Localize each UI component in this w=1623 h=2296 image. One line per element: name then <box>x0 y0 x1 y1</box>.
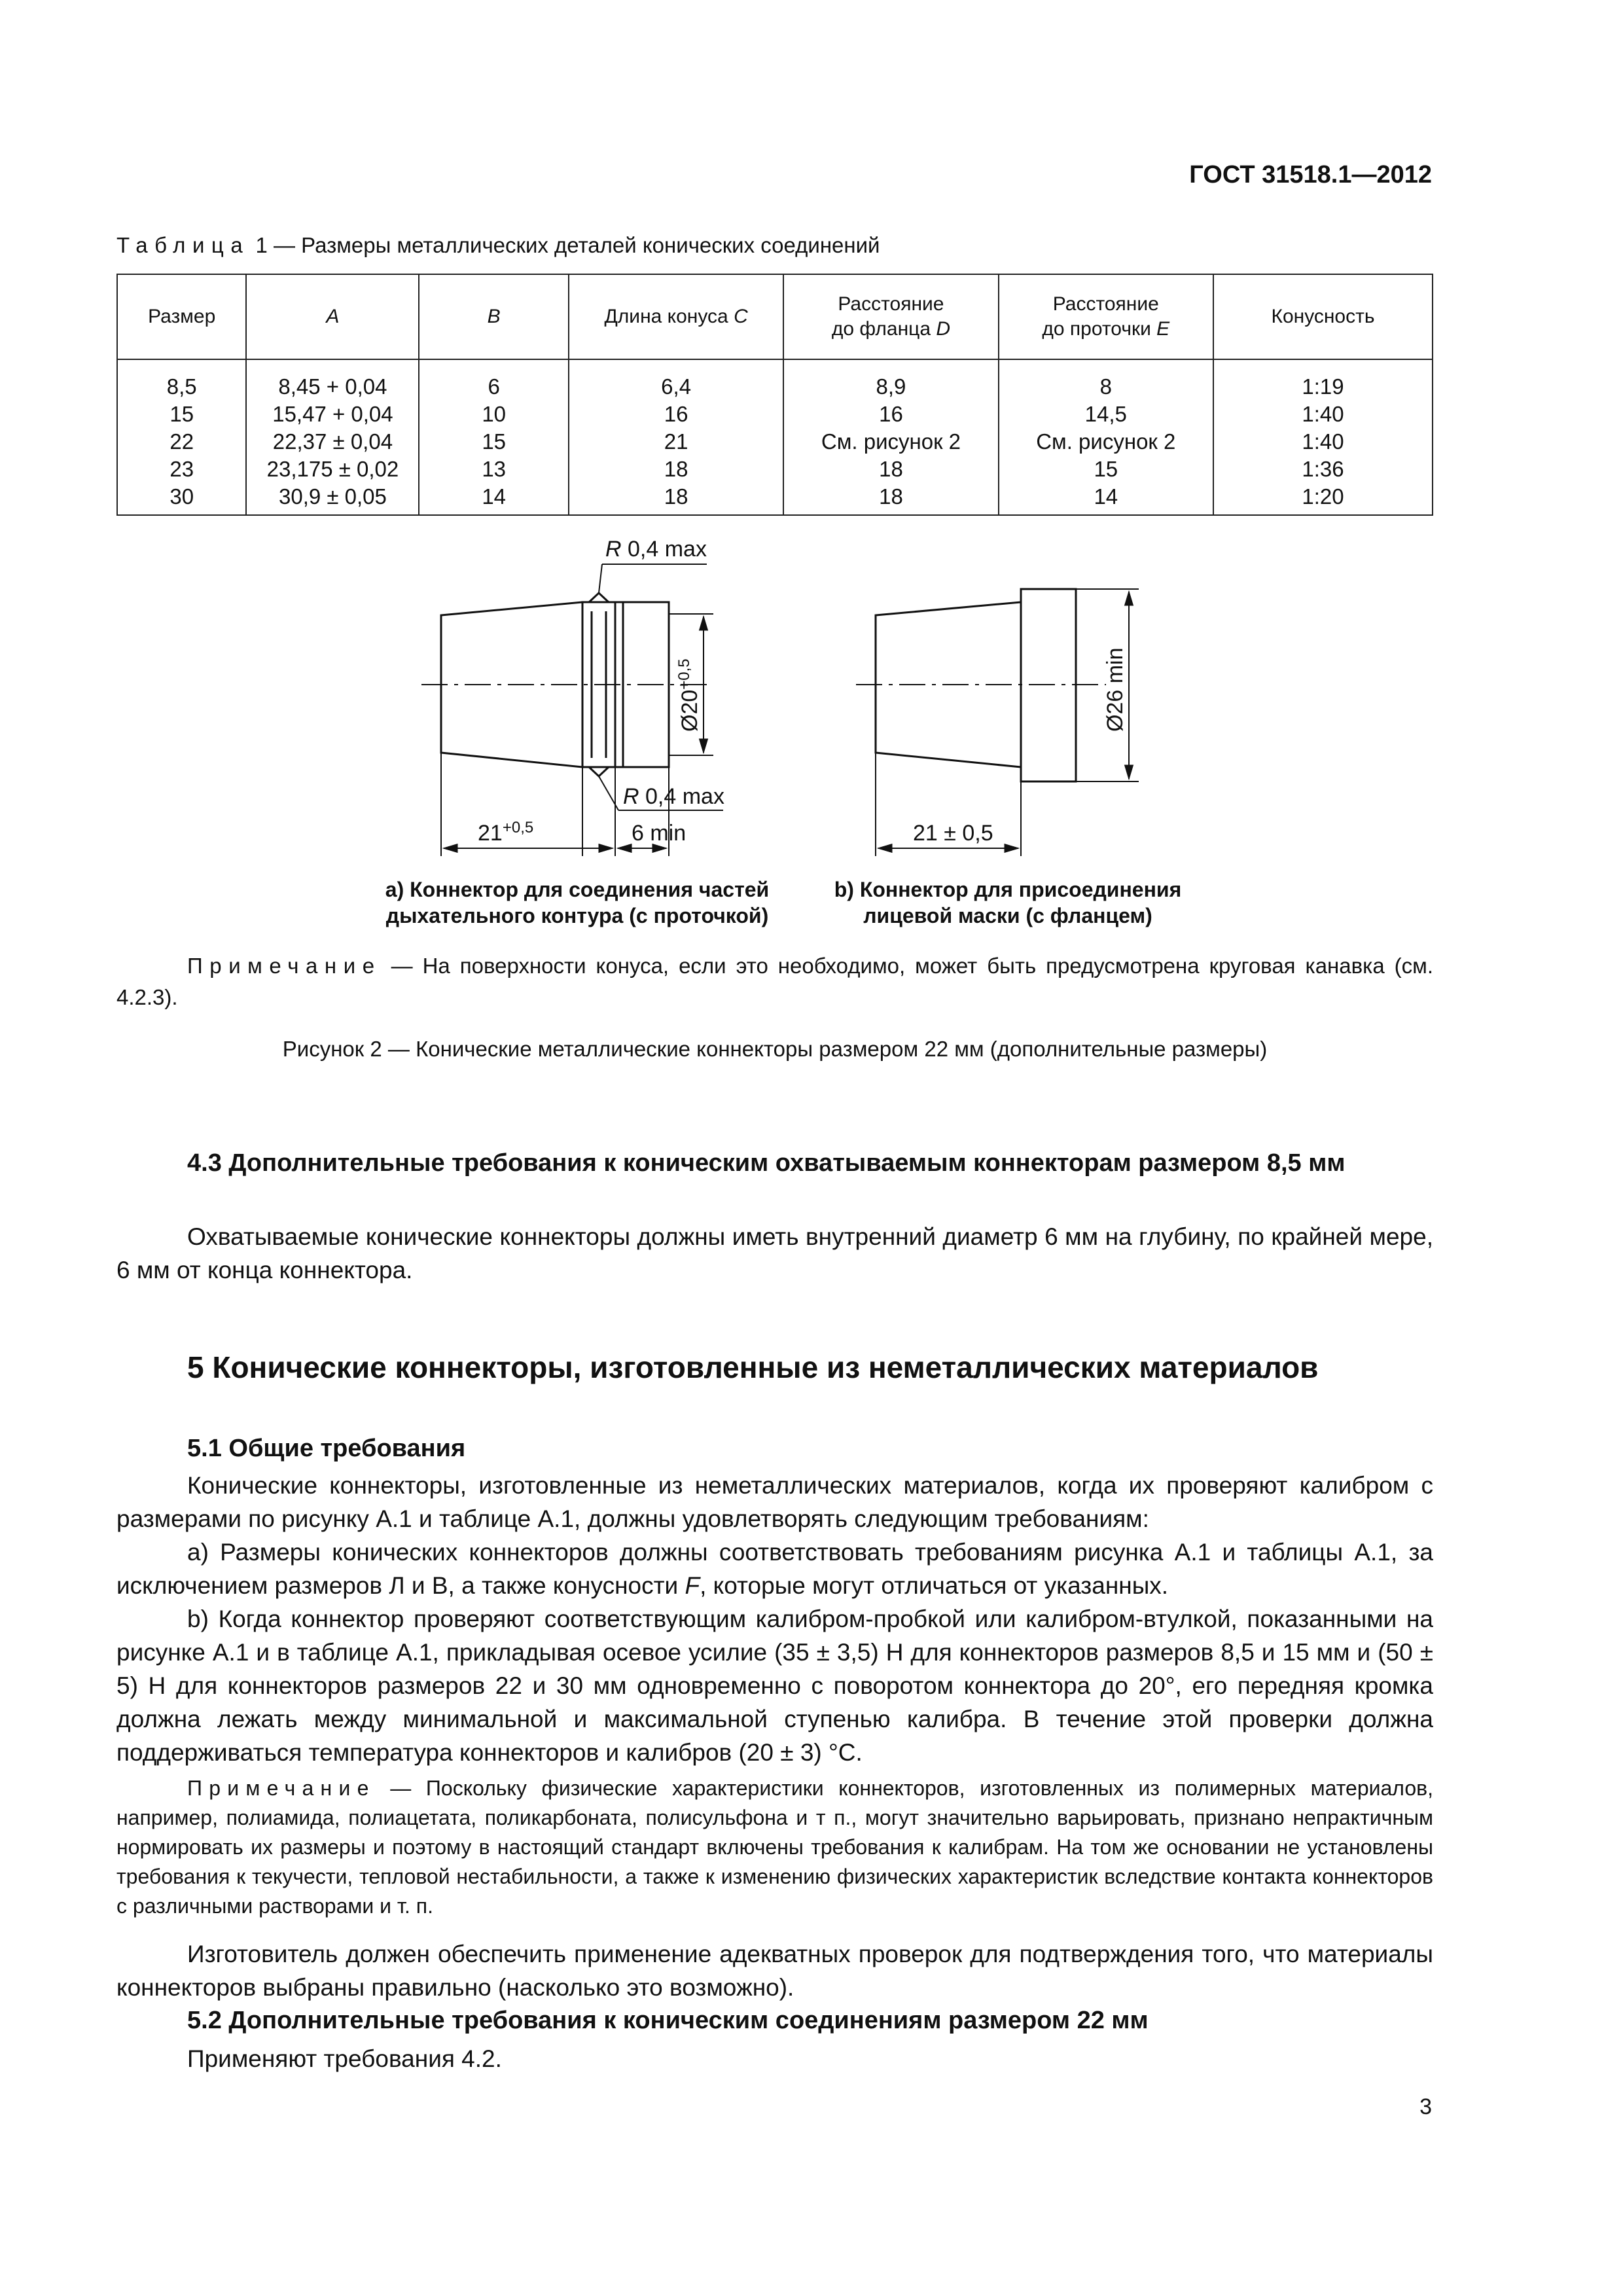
section-4-3-heading: 4.3 Дополнительные требования к коническим охватываемым коннекторам размером 8,5 мм <box>187 1149 1346 1177</box>
min-a-label: 6 min <box>632 821 687 846</box>
label-a-line2: дыхательного контура (с проточкой) <box>385 904 769 927</box>
section-4-3-text: Охватываемые конические коннекторы должны иметь внутренний диаметр 6 мм на глубину, по крайней мере, 6 мм от конца коннектора. <box>116 1223 1433 1283</box>
table-caption-text: 1 — Размеры металлических деталей конических соединений <box>249 233 880 257</box>
header-b: B <box>419 274 569 359</box>
length-b-label: 21 ± 0,5 <box>913 821 993 846</box>
col-e: 8 14,5 См. рисунок 2 15 14 <box>999 359 1213 515</box>
col-taper: 1:19 1:40 1:40 1:36 1:20 <box>1213 359 1433 515</box>
r-label-top: R 0,4 max <box>605 537 707 562</box>
header-groove-distance: Расстояние до проточки E <box>999 274 1213 359</box>
connector-b-drawing <box>856 589 1139 856</box>
document-header: ГОСТ 31518.1—2012 <box>1189 161 1432 188</box>
diameter-b-label: Ø26 min <box>1103 647 1128 732</box>
diameter-a-label: $Ø20^{+0,5}$ <box>675 658 702 732</box>
label-a-line1: a) Коннектор для соединения частей <box>385 878 770 901</box>
col-d: 8,9 16 См. рисунок 2 18 18 <box>783 359 998 515</box>
label-b-line2: лицевой маски (с фланцем) <box>863 904 1152 927</box>
col-size: 8,5 15 22 23 30 <box>117 359 246 515</box>
figure-2-drawing <box>366 535 1270 941</box>
section-5-note: Примечание — Поскольку физические характеристики коннекторов, изготовленных из полимерных материалов, например, полиамида, полиацетата, поликарбоната, полисульфона и т п., могут значительно варьировать, признано непрактичным нормировать их размеры и поэтому в настоящий стандарт включены требования к калибрам. На том же основании не установлены требования к текучести, тепловой нестабильности, а также к изменению физических характеристик вследствие контакта коннекторов с различными растворами и т. п. <box>116 1776 1433 1918</box>
figure-caption: Рисунок 2 — Конические металлические коннекторы размером 22 мм (дополнительные размеры) <box>282 1037 1268 1061</box>
section-5-2-heading: 5.2 Дополнительные требования к коническим соединениям размером 22 мм <box>187 2007 1149 2034</box>
table-header-row <box>117 274 1433 359</box>
table-caption-prefix: Таблица <box>116 233 250 257</box>
label-b-line1: b) Коннектор для присоединения <box>834 878 1182 901</box>
header-cone-length: Длина конуса C <box>569 274 783 359</box>
figure-note: Примечание — На поверхности конуса, если это необходимо, может быть предусмотрена круговая канавка (см. 4.2.3). <box>116 954 1433 1009</box>
section-5-1-item-a: a) Размеры конических коннекторов должны соответствовать требованиям рисунка А.1 и таблицы А.1, за исключением размеров Л и В, а также конусности F, которые могут отличаться от указанных. <box>116 1539 1433 1599</box>
col-c: 6,4 16 21 18 18 <box>569 359 783 515</box>
section-5-1-paragraph-2: Изготовитель должен обеспечить применение адекватных проверок для подтверждения того, что материалы коннекторов выбраны правильно (насколько это возможно). <box>116 1941 1433 2001</box>
section-5-1-paragraph: Конические коннекторы, изготовленные из неметаллических материалов, когда их проверяют калибром с размерами по рисунку А.1 и таблице А.1, должны удовлетворять следующим требованиям: <box>116 1472 1433 1532</box>
table-caption <box>116 233 880 258</box>
header-flange-distance: Расстояние до фланца D <box>783 274 998 359</box>
section-5-heading: 5 Конические коннекторы, изготовленные из неметаллических материалов <box>187 1350 1319 1384</box>
header-a: A <box>246 274 419 359</box>
length-a-label: $21^{+0,5}$ <box>478 819 534 846</box>
col-a: 8,45 + 0,04 15,47 + 0,04 22,37 ± 0,04 23,175 ± 0,02 30,9 ± 0,05 <box>246 359 419 515</box>
page-number: 3 <box>1419 2094 1432 2119</box>
section-5-2-text: Применяют требования 4.2. <box>187 2045 502 2072</box>
header-size: Размер <box>117 274 246 359</box>
section-5-1-item-b: b) Когда коннектор проверяют соответствующим калибром-пробкой или калибром-втулкой, показанными на рисунке А.1 и в таблице А.1, прикладывая осевое усилие (35 ± 3,5) Н для коннекторов размеров 8,5 и 15 мм и (50 ± 5) Н для коннекторов размеров 22 и 30 мм одновременно с поворотом коннектора до 20°, его передняя кромка должна лежать между минимальной и максимальной ступенью калибра. В течение этой проверки должна поддерживаться температура коннекторов и калибров (20 ± 3) °С. <box>116 1605 1433 1766</box>
table-row <box>117 359 1433 515</box>
r-label-bottom: R 0,4 max <box>623 784 724 809</box>
header-taper: Конусность <box>1213 274 1433 359</box>
section-5-1-heading: 5.1 Общие требования <box>187 1435 466 1462</box>
col-b: 6 10 15 13 14 <box>419 359 569 515</box>
dimensions-table <box>116 274 1433 516</box>
